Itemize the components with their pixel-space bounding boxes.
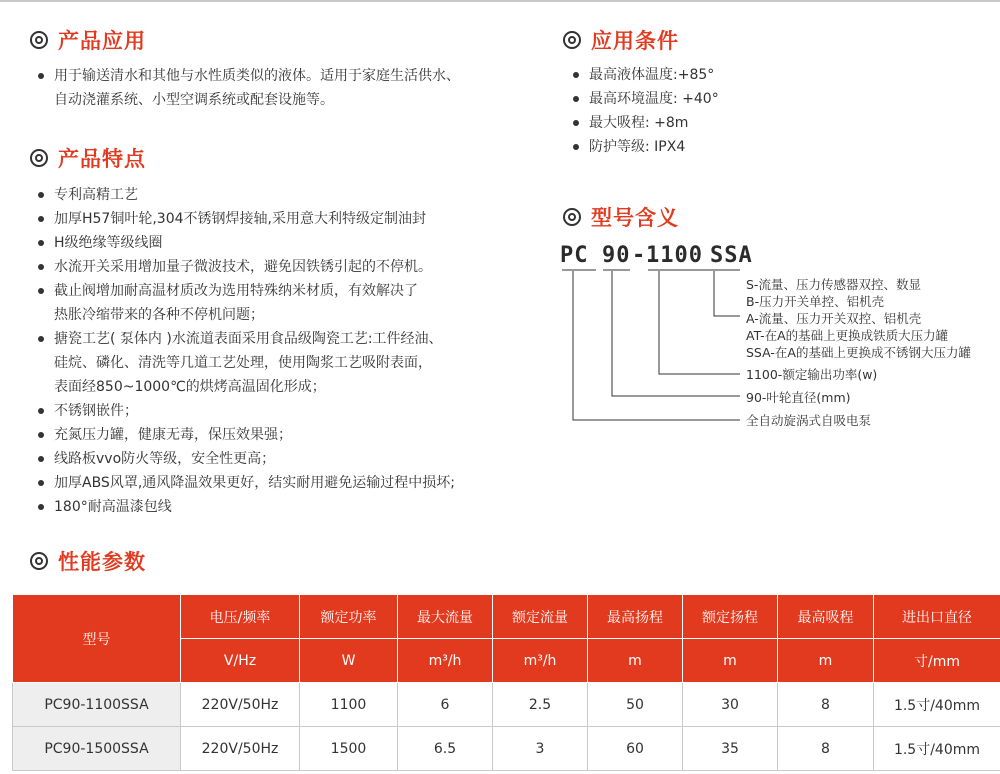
- model-code-part-suffix: SSA: [710, 243, 753, 268]
- table-cell: 35: [683, 727, 778, 771]
- table-header-model: 型号: [13, 595, 181, 683]
- table-cell: 8: [778, 683, 874, 727]
- table-cell: 8: [778, 727, 874, 771]
- heading-conditions-title: 应用条件: [591, 29, 679, 53]
- double-circle-icon: [30, 552, 48, 570]
- heading-performance-title: 性能参数: [58, 550, 146, 574]
- suffix-legend-line: AT-在A的基础上更换成铁质大压力罐: [746, 328, 949, 343]
- table-header-cell: 最高扬程: [588, 595, 683, 639]
- table-row: [13, 683, 1000, 727]
- line-impeller: [612, 271, 740, 396]
- line-power: [659, 271, 740, 374]
- suffix-legend-line: A-流量、压力开关双控、铝机壳: [746, 311, 922, 326]
- performance-table: [12, 594, 1000, 771]
- table-cell: 220V/50Hz: [181, 683, 300, 727]
- table-cell: 6: [398, 683, 493, 727]
- list-item-text: 最高环境温度: +40°: [589, 91, 719, 107]
- table-header-cell: 额定功率: [300, 595, 398, 639]
- table-cell: 220V/50Hz: [181, 727, 300, 771]
- heading-features-title: 产品特点: [58, 147, 146, 171]
- table-header-cell: 额定扬程: [683, 595, 778, 639]
- table-header-row: [13, 595, 1000, 639]
- list-item-text: 热胀冷缩带来的各种不停机问题；: [54, 307, 264, 323]
- table-unit-cell: V/Hz: [181, 639, 300, 683]
- list-item-text: 加厚ABS风罩,通风降温效果更好，结实耐用避免运输过程中损坏;: [54, 475, 455, 491]
- line-suffix: [714, 271, 740, 316]
- table-cell: 50: [588, 683, 683, 727]
- table-cell: 1500: [300, 727, 398, 771]
- list-item-text: 不锈钢嵌件；: [54, 403, 138, 419]
- model-code-part-dash: -: [632, 243, 647, 268]
- table-header-cell: 最大流量: [398, 595, 493, 639]
- list-item-text: 自动浇灌系统、小型空调系统或配套设施等。: [54, 92, 334, 108]
- table-unit-cell: m: [778, 639, 874, 683]
- table-header-cell: 进出口直径: [874, 595, 1000, 639]
- model-code-part-power: 1100: [646, 243, 703, 268]
- heading-performance: [30, 545, 146, 577]
- table-unit-cell: m³/h: [398, 639, 493, 683]
- table-header-cell: 额定流量: [493, 595, 588, 639]
- suffix-legend-line: B-压力开关单控、铝机壳: [746, 294, 885, 309]
- table-cell: 1.5寸/40mm: [874, 683, 1000, 727]
- list-item-text: 专利高精工艺: [54, 187, 138, 203]
- table-cell: 3: [493, 727, 588, 771]
- power-legend: 1100-额定输出功率(w): [746, 367, 878, 382]
- table-unit-cell: m: [588, 639, 683, 683]
- table-cell: 60: [588, 727, 683, 771]
- list-item-text: 线路板vvo防火等级，安全性更高；: [54, 451, 276, 467]
- table-unit-cell: 寸/mm: [874, 639, 1000, 683]
- list-item-text: H级绝缘等级线圈: [54, 235, 163, 251]
- table-header-cell: 最高吸程: [778, 595, 874, 639]
- table-cell: 2.5: [493, 683, 588, 727]
- list-item-text: 硅烷、磷化、清洗等几道工艺处理，使用陶浆工艺吸附表面，: [54, 355, 432, 371]
- list-item-text: 最高液体温度:+85°: [589, 67, 715, 83]
- table-cell-model: PC90-1100SSA: [13, 683, 181, 727]
- table-cell-model: PC90-1500SSA: [13, 727, 181, 771]
- table-cell: 6.5: [398, 727, 493, 771]
- table-unit-cell: W: [300, 639, 398, 683]
- table-unit-cell: m: [683, 639, 778, 683]
- table-cell: 1100: [300, 683, 398, 727]
- line-type: [573, 271, 740, 420]
- table-row: [13, 727, 1000, 771]
- table-header-cell: 电压/频率: [181, 595, 300, 639]
- table-cell: 30: [683, 683, 778, 727]
- list-item-text: 搪瓷工艺( 泵体内 )水流道表面采用食品级陶瓷工艺:工件经油、: [54, 331, 443, 347]
- list-item-text: 180°耐高温漆包线: [54, 499, 172, 515]
- list-item-text: 截止阀增加耐高温材质改为选用特殊纳米材质，有效解决了: [54, 283, 418, 299]
- suffix-legend-line: S-流量、压力传感器双控、数显: [746, 277, 921, 292]
- heading-application-title: 产品应用: [58, 29, 146, 53]
- list-item-text: 用于输送清水和其他与水性质类似的液体。适用于家庭生活供水、: [54, 68, 460, 84]
- table-cell: 1.5寸/40mm: [874, 727, 1000, 771]
- list-item-text: 最大吸程: +8m: [589, 115, 689, 131]
- model-code-part-type: PC: [560, 243, 589, 268]
- list-item-text: 水流开关采用增加量子微波技术，避免因铁锈引起的不停机。: [54, 259, 432, 275]
- type-legend: 全自动旋涡式自吸电泵: [746, 413, 872, 428]
- list-item-text: 充氮压力罐，健康无毒，保压效果强；: [54, 427, 292, 443]
- table-unit-cell: m³/h: [493, 639, 588, 683]
- list-item-text: 加厚H57铜叶轮,304不锈钢焊接轴,采用意大利特级定制油封: [54, 211, 426, 227]
- model-code-part-impeller: 90: [602, 243, 631, 268]
- list-item-text: 表面经850~1000℃的烘烤高温固化形成；: [54, 379, 326, 395]
- suffix-legend-line: SSA-在A的基础上更换成不锈钢大压力罐: [746, 345, 971, 360]
- impeller-legend: 90-叶轮直径(mm): [746, 390, 851, 405]
- suffix-legend: [746, 276, 971, 361]
- heading-model-meaning-title: 型号含义: [591, 206, 679, 230]
- list-item-text: 防护等级: IPX4: [589, 139, 686, 155]
